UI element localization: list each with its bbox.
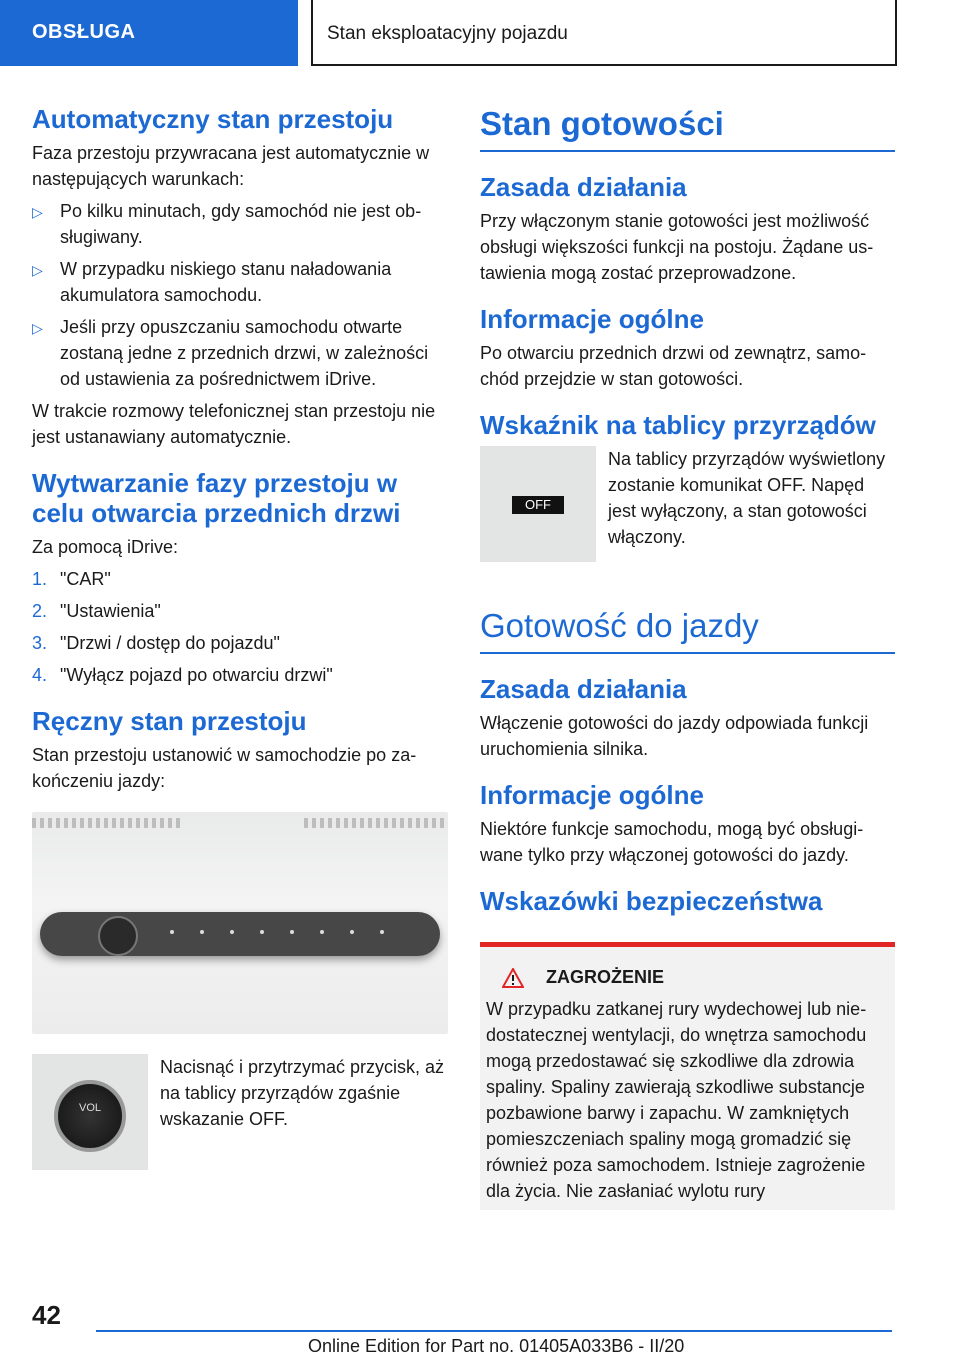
off-indicator: OFF — [512, 496, 564, 514]
drive-general-text: Niektóre funkcje samochodu, mogą być obsługiwane tylko przy włączonej gotowości do jazdy. — [480, 819, 864, 865]
auto-standby-heading: Automatyczny stan przestoju — [32, 104, 394, 134]
warning-triangle-icon — [502, 968, 524, 988]
danger-header — [486, 967, 889, 988]
indicator-heading: Wskaźnik na tablicy przyrządów — [480, 410, 876, 440]
auto-standby-intro: Faza przestoju przywracana jest automatycznie w następujących warunkach: — [32, 143, 430, 189]
footer-edition: Online Edition for Part no. 01405A033B6 - II/20 — [308, 1336, 685, 1356]
volume-knob-icon — [98, 916, 138, 956]
triangle-bullet-icon: ▷ — [32, 262, 43, 278]
drive-general-heading: Informacje ogólne — [480, 780, 704, 810]
footer-divider — [96, 1330, 892, 1332]
standby-main-heading: Stan gotowości — [480, 104, 895, 152]
danger-text: W przypadku zatkanej rury wydechowej lub niedostatecznej wentylacji, do wnętrza samochodu mogą przedostawać się szkodliwe dla zdrowia spaliny. Spaliny zawierają szkodliwe substancje pozbawione barwy i zapachu. W zamkniętych pomieszczeniach spaliny mogą gromadzić się również poza samochodem. Istnieje zagrożenie dla życia. Nie zasłaniać wylotu rury — [486, 999, 867, 1201]
triangle-bullet-icon: ▷ — [32, 320, 43, 336]
instrument-cluster-image — [480, 446, 596, 562]
manual-step-row — [32, 1054, 448, 1170]
power-button-icon: VOL — [54, 1080, 126, 1152]
list-item: 1. "CAR" — [32, 569, 111, 589]
chapter-tab — [311, 0, 897, 66]
drive-ready-main-heading: Gotowość do jazdy — [480, 606, 895, 654]
danger-label: ZAGROŻENIE — [546, 967, 665, 987]
list-item: ▷ W przypadku niskiego stanu naładowania akumulatora samochodu. — [32, 256, 448, 308]
indicator-row — [480, 446, 895, 562]
section-tab — [0, 0, 298, 66]
vol-button-image — [32, 1054, 148, 1170]
list-item: ▷ Jeśli przy opuszczaniu samochodu otwarte zostaną jedne z przednich drzwi, w zależności od ustawienia za pośrednictwem iDrive. — [32, 314, 448, 392]
danger-box — [480, 942, 895, 1210]
right-column — [480, 104, 895, 1210]
page-number: 42 — [32, 1300, 61, 1330]
left-column — [32, 104, 448, 1170]
door-standby-heading: Wytwarzanie fazy przestoju w celu otwarcia przednich drzwi — [32, 468, 401, 528]
triangle-bullet-icon: ▷ — [32, 204, 43, 220]
dashboard-panel-image — [32, 812, 448, 1034]
drive-principle-text: Włączenie gotowości do jazdy odpowiada funkcji uruchomienia silnika. — [480, 713, 869, 759]
manual-standby-heading: Ręczny stan przestoju — [32, 706, 307, 736]
list-item: 3. "Drzwi / dostęp do pojazdu" — [32, 633, 280, 653]
indicator-text: Na tablicy przyrządów wyświetlony zostanie komunikat OFF. Napęd jest wyłączony, a stan gotowości włączony. — [608, 449, 886, 547]
drive-principle-heading: Zasada działania — [480, 674, 687, 704]
list-item: 2. "Ustawienia" — [32, 601, 161, 621]
section-label: OBSŁUGA — [32, 21, 136, 43]
safety-heading: Wskazówki bezpieczeństwa — [480, 886, 823, 916]
list-item: ▷ Po kilku minutach, gdy samochód nie jest obsługiwany. — [32, 198, 448, 250]
list-item: 4. "Wyłącz pojazd po otwarciu drzwi" — [32, 665, 333, 685]
air-vent-icon — [32, 818, 182, 828]
principle-text: Przy włączonym stanie gotowości jest możliwość obsługi większości funkcji na postoju. Żądane ustawienia mogą zostać przeprowadzone. — [480, 211, 874, 283]
general-info-text: Po otwarciu przednich drzwi od zewnątrz, samochód przejdzie w stan gotowości. — [480, 343, 867, 389]
chapter-label: Stan eksploatacyjny pojazdu — [327, 23, 568, 44]
door-standby-intro: Za pomocą iDrive: — [32, 537, 179, 557]
principle-heading: Zasada działania — [480, 172, 687, 202]
general-info-heading: Informacje ogólne — [480, 304, 704, 334]
auto-standby-note: W trakcie rozmowy telefonicznej stan przestoju nie jest ustanawiany automatycznie. — [32, 401, 436, 447]
manual-step-text: Nacisnąć i przytrzymać przycisk, aż na tablicy przyrządów zgaśnie wskazanie OFF. — [160, 1057, 445, 1129]
manual-standby-intro: Stan przestoju ustanowić w samochodzie po zakończeniu jazdy: — [32, 745, 417, 791]
air-vent-icon — [304, 818, 448, 828]
